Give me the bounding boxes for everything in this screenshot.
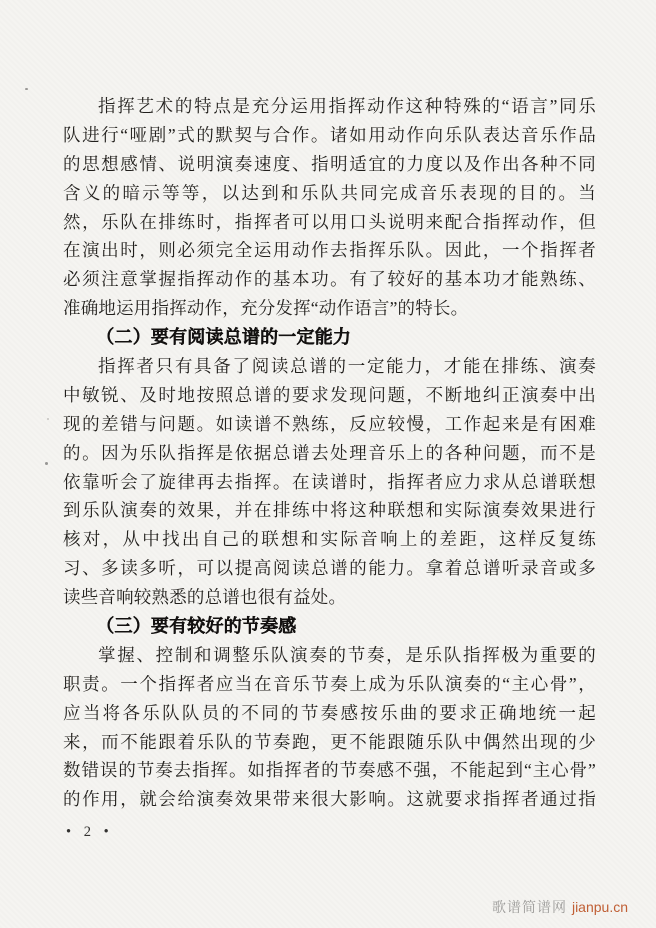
text-line: 中敏锐、及时地按照总谱的要求发现问题，不断地纠正演奏中出 <box>63 384 596 405</box>
text-line: 掌握、控制和调整乐队演奏的节奏，是乐队指挥极为重要的 <box>98 644 596 665</box>
text-line: 职责。一个指挥者应当在音乐节奏上成为乐队演奏的“主心骨”， <box>63 673 596 694</box>
text-line: 队进行“哑剧”式的默契与合作。诸如用动作向乐队表达音乐作品 <box>63 124 596 145</box>
scan-speck <box>25 88 28 90</box>
text-line: 数错误的节奏去指挥。如指挥者的节奏感不强，不能起到“主心骨” <box>63 760 596 781</box>
text-line: 依靠听会了旋律再去指挥。在读谱时，指挥者应力求从总谱联想 <box>63 471 596 492</box>
scan-speck <box>47 418 49 420</box>
watermark-site-url: jianpu.cn <box>571 899 628 915</box>
text-line: 的作用，就会给演奏效果带来很大影响。这就要求指挥者通过指 <box>63 789 596 810</box>
text-line: 应当将各乐队队员的不同的节奏感按乐曲的要求正确地统一起 <box>63 702 596 723</box>
text-line: 指挥艺术的特点是充分运用指挥动作这种特殊的“语言”同乐 <box>98 96 596 116</box>
scan-speck <box>45 462 48 465</box>
body-text <box>63 92 596 814</box>
text-line: 来，而不能跟着乐队的节奏跑，更不能跟随乐队中偶然出现的少 <box>63 731 596 752</box>
text-line: 习、多读多听，可以提高阅读总谱的能力。拿着总谱听录音或多 <box>63 558 596 579</box>
text-line: 的。因为乐队指挥是依据总谱去处理音乐上的各种问题，而不是 <box>63 442 596 463</box>
section-heading-3: （三）要有较好的节奏感 <box>96 616 297 637</box>
text-line: 含义的暗示等等，以达到和乐队共同完成音乐表现的目的。当 <box>63 182 596 203</box>
text-line: 核对，从中找出自己的联想和实际音响上的差距，这样反复练 <box>63 529 596 550</box>
text-line: 现的差错与问题。如读谱不熟练，反应较慢，工作起来是有困难 <box>63 413 596 434</box>
text-line: 在演出时，则必须完全运用动作去指挥乐队。因此，一个指挥者 <box>63 240 596 261</box>
page-number: • 2 • <box>66 824 109 840</box>
watermark-site-name: 歌谱简谱网 <box>491 899 567 915</box>
text-line: 到乐队演奏的效果，并在排练中将这种联想和实际演奏效果进行 <box>63 500 596 521</box>
text-line: 准确地运用指挥动作，充分发挥“动作语言”的特长。 <box>63 298 469 319</box>
text-line: 指挥者只有具备了阅读总谱的一定能力，才能在排练、演奏 <box>98 356 596 377</box>
text-line: 必须注意掌握指挥动作的基本功。有了较好的基本功才能熟练、 <box>63 269 596 290</box>
watermark <box>492 897 628 917</box>
text-line: 的思想感情、说明演奏速度、指明适宜的力度以及作出各种不同 <box>63 153 596 174</box>
text-line: 然，乐队在排练时，指挥者可以用口头说明来配合指挥动作，但 <box>63 211 596 232</box>
section-heading-2: （二）要有阅读总谱的一定能力 <box>96 327 352 348</box>
text-line: 读些音响较熟悉的总谱也很有益处。 <box>63 587 347 608</box>
